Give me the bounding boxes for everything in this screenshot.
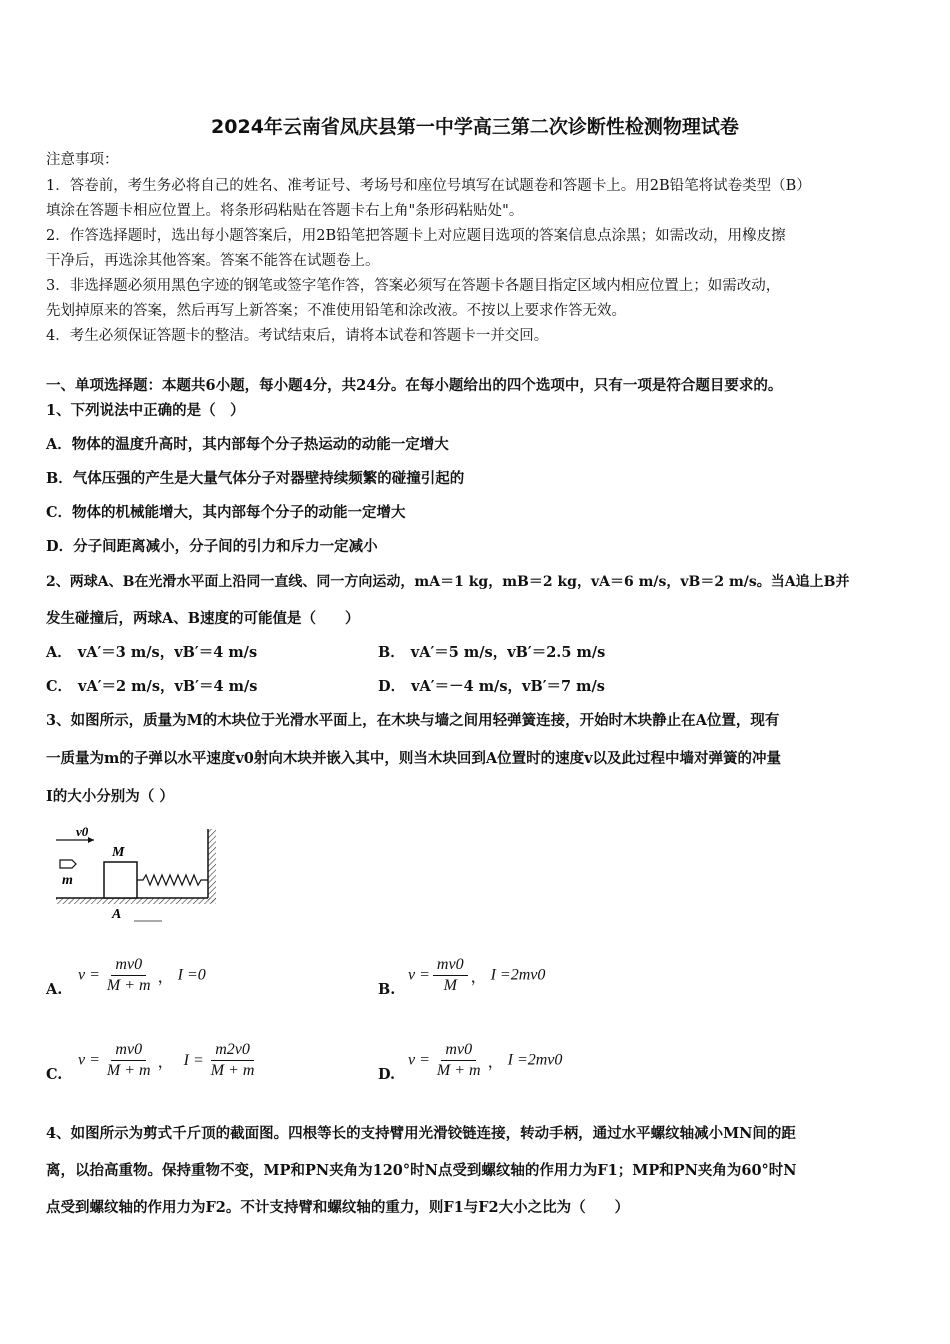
block-m	[104, 862, 137, 898]
q3-option-b-formula: v = $\frac{mv0}{M}$ ， I =2mv0	[408, 956, 546, 994]
q2-option-b-text: vA′＝5 m/s，vB′＝2.5 m/s	[410, 644, 606, 661]
notice-line-6: 先划掉原来的答案，然后再写上新答案；不准使用铅笔和涂改液。不按以上要求作答无效。	[46, 303, 626, 319]
q3-c-i-den: M + m	[210, 1062, 255, 1079]
q4-line-2: 离，以抬高重物。保持重物不变，MP和PN夹角为120°时N点受到螺纹轴的作用力为F1；MP和PN夹角为60°时N	[46, 1162, 797, 1179]
bullet-icon	[60, 860, 76, 868]
q1-option-d: D．分子间距离减小，分子间的引力和斥力一定减小	[46, 538, 378, 555]
q4-line-3: 点受到螺纹轴的作用力为F2。不计支持臂和螺纹轴的重力，则F1与F2大小之比为（ ）	[46, 1199, 630, 1216]
q3-option-a-label: A.	[46, 981, 63, 998]
q2-option-d: D． vA′＝－4 m/s，vB′＝7 m/s	[378, 678, 605, 695]
notice-line-4: 干净后，再选涂其他答案。答案不能答在试题卷上。	[46, 253, 380, 269]
q3-option-c-label: C.	[46, 1066, 63, 1083]
q3-d-v-den: M + m	[436, 1062, 481, 1079]
q3-option-a-formula: v = $\frac{mv0}{M + m}$ ， I =0	[78, 956, 206, 994]
q3-option-d-label: D.	[378, 1066, 396, 1083]
q3-a-v-den: M + m	[106, 977, 151, 994]
section-heading: 一、单项选择题：本题共6小题，每小题4分，共24分。在每小题给出的四个选项中，只有一项是符合题目要求的。	[46, 377, 783, 394]
q1-option-c: C．物体的机械能增大，其内部每个分子的动能一定增大	[46, 504, 406, 521]
notice-line-5: 3．非选择题必须用黑色字迹的钢笔或签字笔作答，答案必须写在答题卡各题目指定区域内相应位置上；如需改动，	[46, 278, 781, 294]
q3-b-impulse: I =2mv0	[490, 966, 546, 984]
q3-a-v-num: mv0	[111, 956, 146, 976]
q2-stem-1: 2、两球A、B在光滑水平面上沿同一直线、同一方向运动，mA＝1 kg，mB＝2 kg，vA＝6 m/s，vB＝2 m/s。当A追上B并	[46, 574, 850, 590]
notice-line-7: 4．考生必须保证答题卡的整洁。考试结束后，请将本试卷和答题卡一并交回。	[46, 328, 549, 344]
velocity-arrow-head	[88, 837, 94, 843]
q3-c-v-num: mv0	[111, 1041, 146, 1061]
q3-c-v-den: M + m	[106, 1062, 151, 1079]
q3-stem-1: 3、如图所示，质量为M的木块位于光滑水平面上，在木块与墙之间用轻弹簧连接，开始时木块静止在A位置，现有	[46, 712, 780, 729]
q3-d-impulse: I =2mv0	[507, 1051, 563, 1069]
q3-option-c-formula: v = $\frac{mv0}{M + m}$ ， I = $\frac{m2v0}{M + m}$	[78, 1041, 261, 1080]
notice-line-1: 1．答卷前，考生务必将自己的姓名、准考证号、考场号和座位号填写在试题卷和答题卡上。用2B铅笔将试卷类型（B）	[46, 178, 811, 194]
q3-stem-2: 一质量为m的子弹以水平速度v0射向木块并嵌入其中，则当木块回到A位置时的速度v以及此过程中墙对弹簧的冲量	[46, 750, 782, 767]
q2-stem-2: 发生碰撞后，两球A、B速度的可能值是（ ）	[46, 610, 360, 627]
q3-b-v-num: mv0	[433, 956, 468, 976]
q4-line-1: 4、如图所示为剪式千斤顶的截面图。四根等长的支持臂用光滑铰链连接，转动手柄，通过水平螺纹轴减小MN间的距	[46, 1125, 796, 1142]
label-v0: v0	[76, 826, 89, 839]
q2-option-b: B． vA′＝5 m/s，vB′＝2.5 m/s	[378, 644, 606, 661]
q3-option-d-formula: v = $\frac{mv0}{M + m}$ ， I =2mv0	[408, 1041, 563, 1079]
floor-hatch	[56, 898, 216, 904]
q3-stem-3: I的大小分别为（ ）	[46, 788, 174, 805]
spring-block-figure	[50, 826, 225, 926]
q2-option-d-text: vA′＝－4 m/s，vB′＝7 m/s	[411, 678, 605, 695]
notice-line-2: 填涂在答题卡相应位置上。将条形码粘贴在答题卡右上角"条形码粘贴处"。	[46, 203, 524, 219]
wall-hatch	[208, 829, 216, 903]
q3-option-b-label: B.	[378, 981, 396, 998]
label-m-bullet: m	[62, 873, 73, 888]
notice-heading: 注意事项：	[46, 152, 119, 168]
q1-stem: 1、下列说法中正确的是（ ）	[46, 402, 245, 419]
q2-option-a-text: vA′＝3 m/s，vB′＝4 m/s	[77, 644, 258, 661]
q3-a-impulse: I =0	[177, 966, 206, 984]
q2-option-c-text: vA′＝2 m/s，vB′＝4 m/s	[78, 678, 258, 695]
q2-option-c: C． vA′＝2 m/s，vB′＝4 m/s	[46, 678, 258, 695]
q3-b-v-den: M	[443, 977, 457, 994]
q3-d-v-num: mv0	[441, 1041, 476, 1061]
page-title: 2024年云南省凤庆县第一中学高三第二次诊断性检测物理试卷	[211, 116, 739, 138]
q1-option-a: A．物体的温度升高时，其内部每个分子热运动的动能一定增大	[46, 436, 449, 453]
spring	[137, 875, 208, 885]
q3-c-i-num: m2v0	[211, 1041, 254, 1061]
label-a: A	[112, 907, 122, 922]
notice-line-3: 2．作答选择题时，选出每小题答案后，用2B铅笔把答题卡上对应题目选项的答案信息点涂黑；如需改动，用橡皮擦	[46, 228, 786, 244]
label-m-block: M	[112, 845, 125, 860]
q1-option-b: B．气体压强的产生是大量气体分子对器壁持续频繁的碰撞引起的	[46, 470, 465, 487]
q2-option-a: A． vA′＝3 m/s，vB′＝4 m/s	[46, 644, 258, 661]
